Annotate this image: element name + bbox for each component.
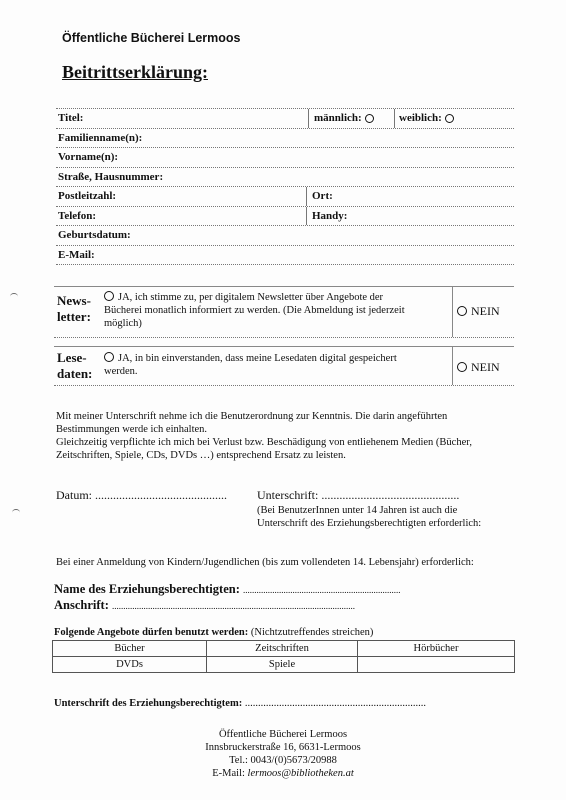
angebote-table [52,640,515,673]
table-cell-spiele[interactable]: Spiele [207,657,358,673]
angebote-note: (Nichtzutreffendes streichen) [250,627,374,638]
divider [306,207,307,226]
divider [306,187,307,206]
radio-newsletter-ja-icon[interactable] [104,291,114,301]
label-email: E-Mail: [58,248,95,261]
lesedaten-box [54,346,514,386]
guardian-signature-dots[interactable]: ..................................................................... [244,698,426,709]
row-titel [56,109,514,129]
footer-email-prefix: E-Mail: [212,768,248,779]
radio-maennlich-icon[interactable] [365,114,374,123]
terms-line-2: Bestimmungen werde ich einhalten. [56,424,208,435]
label-vorname: Vorname(n): [58,151,119,163]
divider [394,109,395,128]
label-familienname: Familienname(n): [58,131,143,144]
newsletter-label-1: News- [57,293,91,308]
form-title: Beitrittserklärung: [62,62,208,82]
label-strasse: Straße, Hausnummer: [58,170,164,183]
scan-mark [12,509,20,516]
personal-data-form [56,108,514,265]
table-cell-hoerbuecher[interactable]: Hörbücher [358,641,515,657]
radio-lesedaten-nein-icon[interactable] [457,362,467,372]
newsletter-line-1: JA, ich stimme zu, per digitalem Newsletter über Angebote der [118,292,384,303]
row-email[interactable] [56,246,514,266]
table-row [53,641,515,657]
newsletter-ja-option[interactable] [104,291,450,330]
signature-note-1: (Bei BenutzerInnen unter 14 Jahren ist auch die [257,505,458,516]
label-telefon: Telefon: [58,209,97,222]
newsletter-label [57,293,91,325]
footer-line-4 [0,767,566,780]
option-maennlich[interactable] [314,112,374,124]
table-cell-buecher[interactable]: Bücher [53,641,207,657]
guardian-anschrift-dots[interactable]: ............................................................................................................ [111,601,355,611]
row-postleitzahl-ort[interactable] [56,187,514,207]
library-name: Öffentliche Bücherei Lermoos [62,31,241,45]
label-handy: Handy: [312,209,348,222]
guardian-anschrift-label: Anschrift: [54,598,109,612]
table-cell-dvds[interactable]: DVDs [53,657,207,673]
divider [452,287,453,337]
angebote-heading [54,627,373,638]
datum-field[interactable]: Datum: ............................................ [56,488,227,502]
lesedaten-line-1: JA, in bin einverstanden, dass meine Lesedaten digital gespeichert [118,353,397,364]
option-weiblich[interactable] [399,112,454,124]
unterschrift-field[interactable]: Unterschrift: .............................................. [257,488,460,502]
terms-line-3: Gleichzeitig verpflichte ich mich bei Verlust bzw. Beschädigung von entliehenem Medien (Bücher, [56,437,472,448]
guardian-name-label: Name des Erziehungsberechtigten: [54,582,240,596]
label-geburtsdatum: Geburtsdatum: [58,229,131,241]
label-maennlich: männlich: [314,112,362,124]
footer-line-2: Innsbruckerstraße 16, 6631-Lermoos [205,742,361,753]
row-familienname[interactable] [56,129,514,149]
footer-line-3: Tel.: 0043/(0)5673/20988 [229,755,337,766]
footer-email[interactable]: lermoos@bibliotheken.at [247,768,354,779]
signature-note-2: Unterschrift des Erziehungsberechtigten erforderlich: [257,518,482,529]
guardian-signature-field[interactable] [54,698,426,709]
label-ort: Ort: [312,190,333,202]
newsletter-nein-option[interactable] [457,304,500,319]
footer-address [0,728,566,780]
lesedaten-line-2: werden. [104,366,138,377]
radio-newsletter-nein-icon[interactable] [457,306,467,316]
table-cell-empty [358,657,515,673]
divider [452,347,453,385]
guardian-name-field[interactable] [54,582,400,597]
label-postleitzahl: Postleitzahl: [58,190,117,202]
table-row [53,657,515,673]
table-cell-zeitschriften[interactable]: Zeitschriften [207,641,358,657]
guardian-signature-label: Unterschrift des Erziehungsberechtigtem: [54,698,243,709]
terms-line-1: Mit meiner Unterschrift nehme ich die Benutzerordnung zur Kenntnis. Die darin angeführten [56,411,448,422]
lesedaten-label [57,350,92,382]
lesedaten-nein-label: NEIN [471,360,500,374]
footer-line-1: Öffentliche Bücherei Lermoos [218,729,348,740]
lesedaten-ja-option[interactable] [104,352,450,378]
row-telefon-handy[interactable] [56,207,514,227]
guardian-intro: Bei einer Anmeldung von Kindern/Jugendlichen (bis zum vollendeten 14. Lebensjahr) erforderlich: [56,557,474,568]
label-weiblich: weiblich: [399,112,442,124]
newsletter-box [54,286,514,338]
newsletter-line-2: Bücherei monatlich informiert zu werden. (Die Abmeldung ist jederzeit [104,305,405,316]
divider [308,109,309,128]
scan-mark [10,293,18,300]
lesedaten-label-1: Lese- [57,350,87,365]
terms-paragraph [56,410,516,462]
lesedaten-nein-option[interactable] [457,360,500,375]
newsletter-nein-label: NEIN [471,304,500,318]
label-titel: Titel: [58,112,84,124]
row-vorname[interactable] [56,148,514,168]
row-geburtsdatum[interactable] [56,226,514,246]
terms-line-4: Zeitschriften, Spiele, CDs, DVDs …) entsprechend Ersatz zu leisten. [56,450,346,461]
newsletter-label-2: letter: [57,309,91,324]
row-strasse[interactable] [56,168,514,188]
angebote-label: Folgende Angebote dürfen benutzt werden: [54,627,249,638]
guardian-name-dots[interactable]: ...................................................................... [242,585,401,595]
radio-weiblich-icon[interactable] [445,114,454,123]
newsletter-line-3: möglich) [104,318,142,329]
lesedaten-label-2: daten: [57,366,93,381]
radio-lesedaten-ja-icon[interactable] [104,352,114,362]
guardian-anschrift-field[interactable] [54,598,355,613]
signature-note [257,504,481,530]
